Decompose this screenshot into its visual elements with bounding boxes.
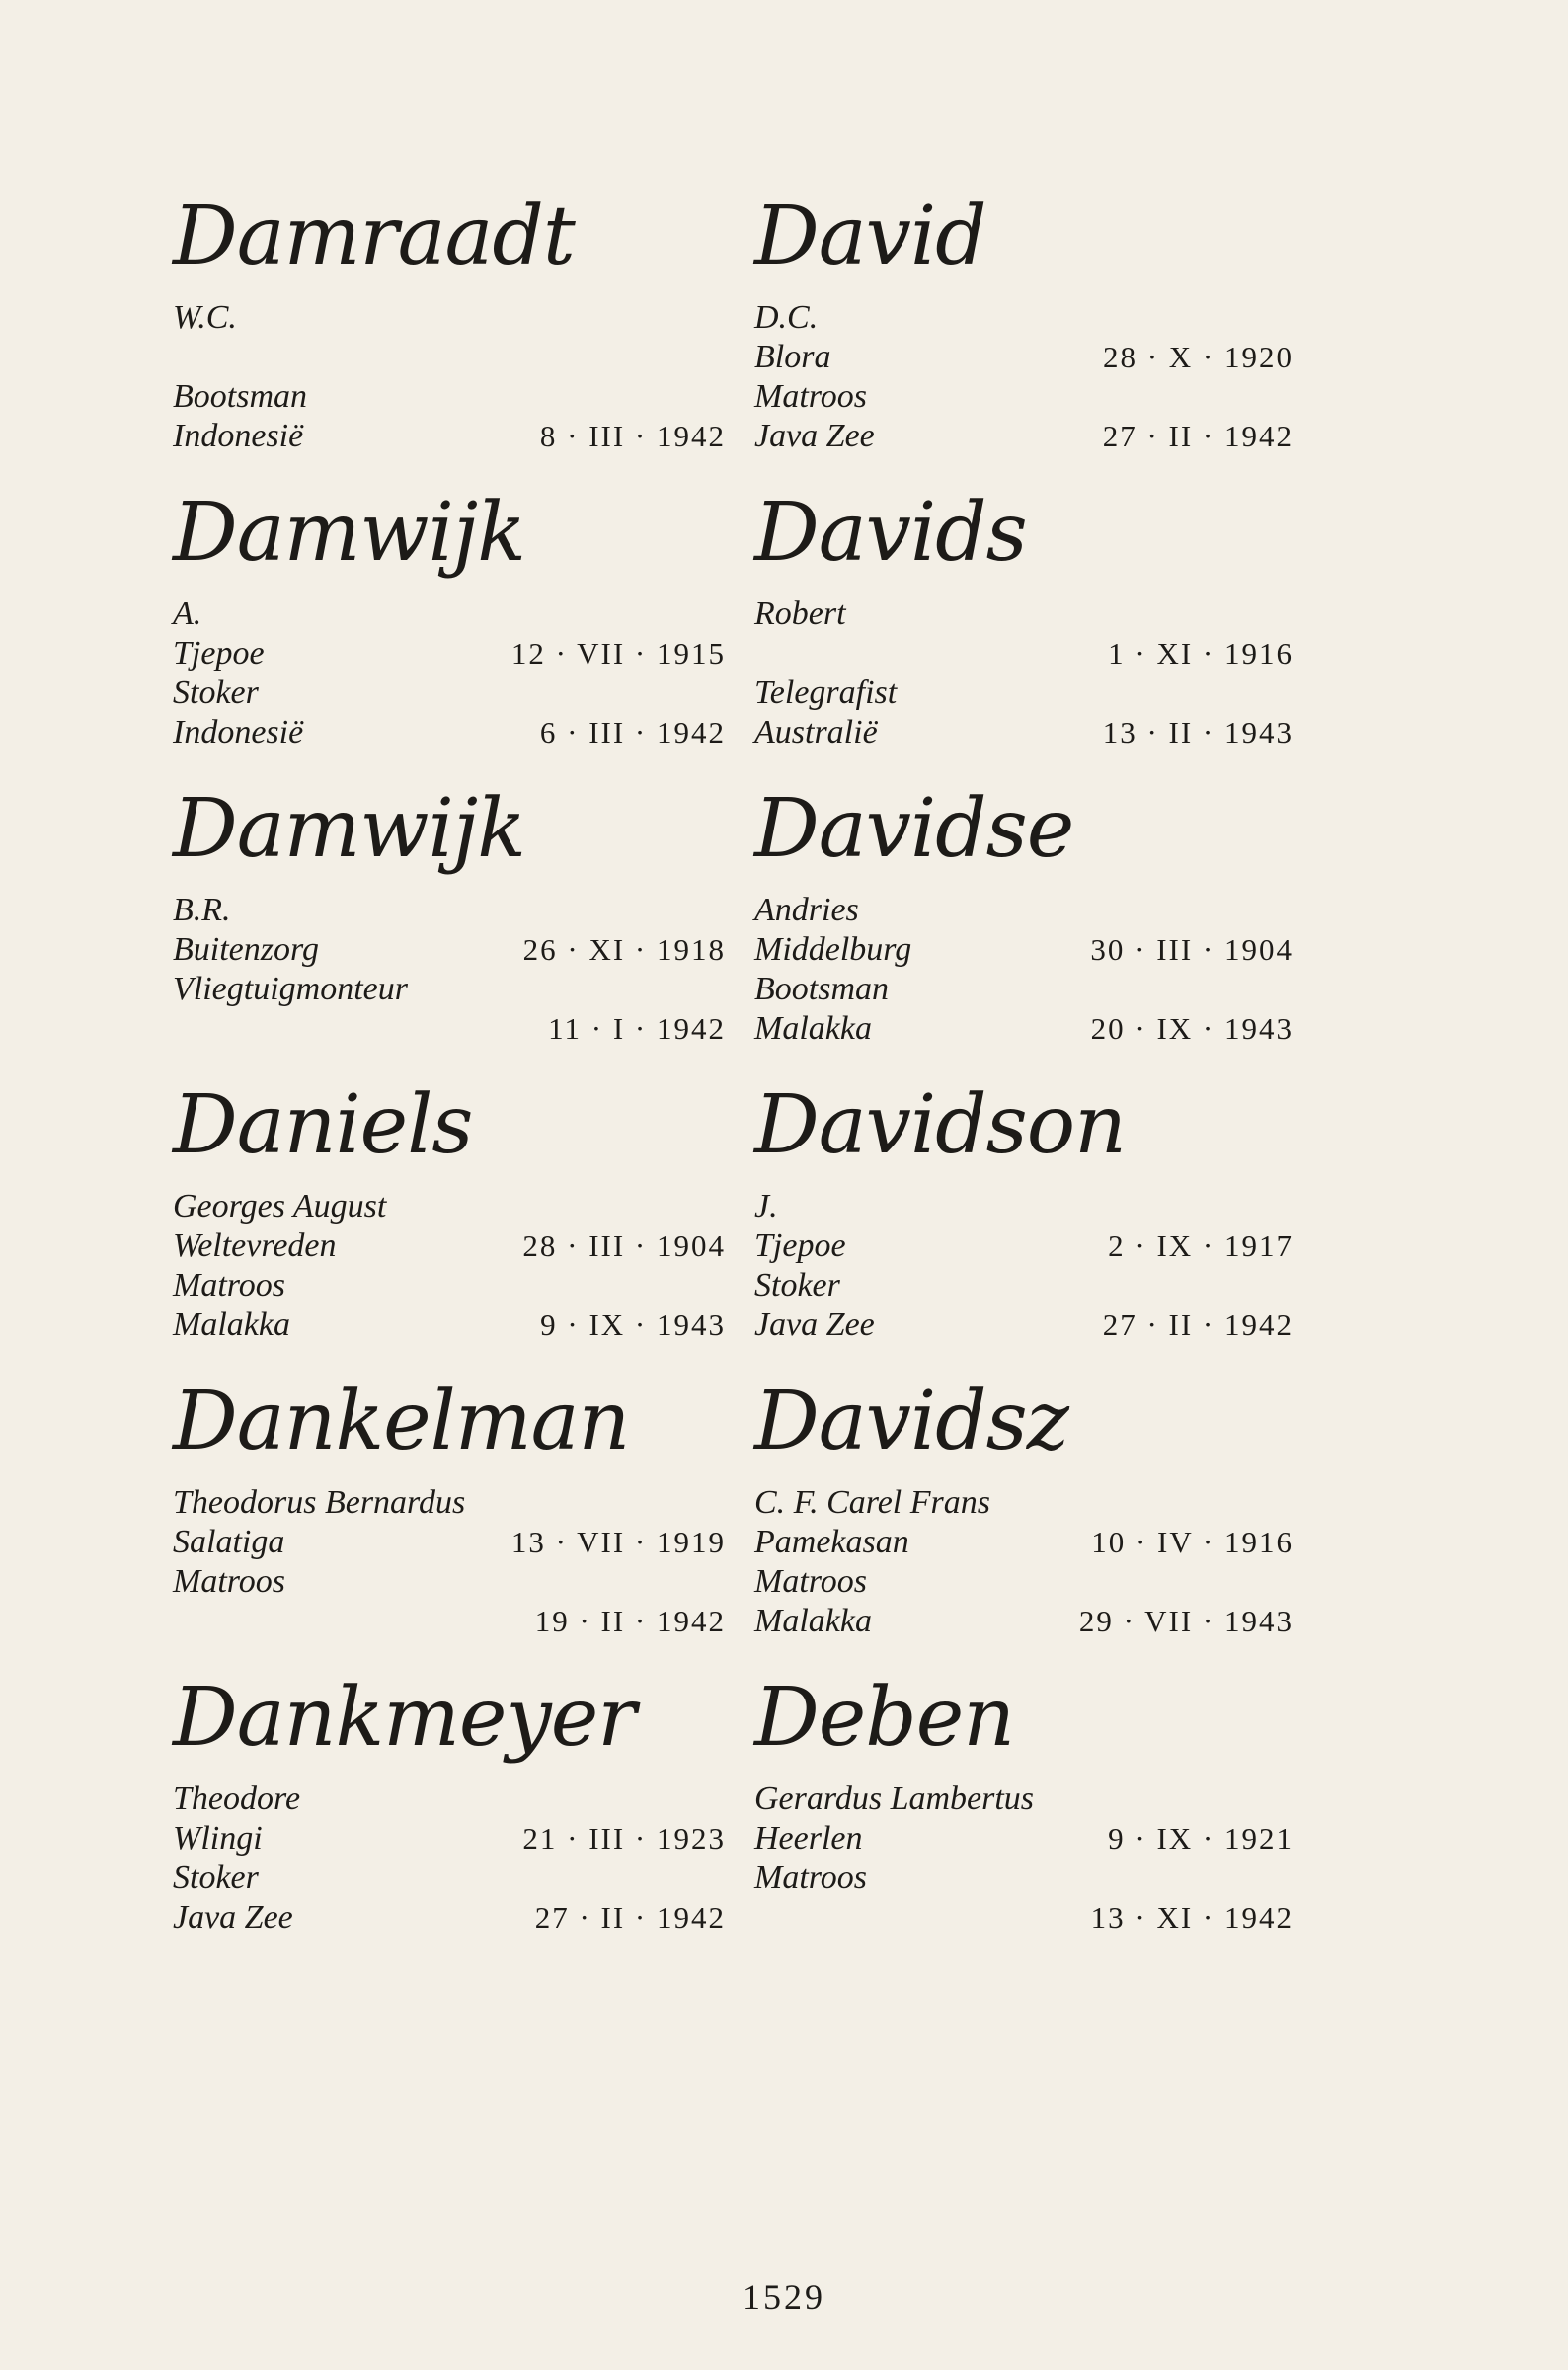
line-date: 9 · IX · 1921 — [1108, 1821, 1294, 1856]
surname: Dankmeyer — [173, 1671, 636, 1765]
surname: Davidson — [754, 1078, 1126, 1172]
surname: Damwijk — [173, 486, 525, 580]
right-column — [754, 188, 1294, 1965]
line-text: Middelburg — [754, 931, 912, 968]
line-text: Tjepoe — [754, 1227, 846, 1264]
left-column — [173, 188, 726, 1965]
line — [754, 1226, 1294, 1266]
line-text: Malakka — [754, 1603, 872, 1639]
line-text: Matroos — [754, 378, 867, 415]
line — [754, 338, 1294, 377]
line-text: Pamekasan — [754, 1524, 909, 1560]
line-date: 13 · II · 1943 — [1102, 715, 1294, 750]
line-text: Indonesië — [173, 714, 304, 750]
line-text: Wlingi — [173, 1820, 263, 1856]
line — [173, 298, 726, 338]
line-date: 12 · VII · 1915 — [510, 636, 726, 671]
line-date: 6 · III · 1942 — [539, 715, 726, 750]
line-text: Australië — [754, 714, 878, 750]
line-text: Andries — [754, 892, 859, 928]
line-text: Matroos — [173, 1563, 285, 1600]
line-date: 19 · II · 1942 — [534, 1604, 726, 1638]
line-text: Robert — [754, 595, 846, 632]
line — [173, 1602, 726, 1641]
entry — [173, 1373, 726, 1669]
line-text: Heerlen — [754, 1820, 863, 1856]
entry — [754, 1076, 1294, 1373]
line — [754, 298, 1294, 338]
line — [754, 1602, 1294, 1641]
line-text: Blora — [754, 339, 831, 375]
line — [754, 1523, 1294, 1562]
line-date: 11 · I · 1942 — [548, 1011, 726, 1046]
surname: Davidse — [754, 782, 1074, 876]
line — [754, 634, 1294, 673]
line-text: Java Zee — [754, 1306, 875, 1343]
line-text: Stoker — [754, 1267, 840, 1304]
surname: Davidsz — [754, 1375, 1068, 1468]
entry — [754, 780, 1294, 1076]
line — [754, 891, 1294, 930]
line-text: Matroos — [173, 1267, 285, 1304]
line — [754, 930, 1294, 970]
line-text: Bootsman — [754, 971, 889, 1007]
line-date: 8 · III · 1942 — [539, 419, 726, 453]
line-text: Java Zee — [173, 1899, 293, 1936]
line-text: Stoker — [173, 674, 259, 711]
line — [754, 1562, 1294, 1602]
surname: Damwijk — [173, 782, 525, 876]
line-date: 30 · III · 1904 — [1090, 932, 1294, 967]
entry — [754, 1669, 1294, 1965]
line-text: D.C. — [754, 299, 819, 336]
line-text: J. — [754, 1188, 778, 1224]
line — [173, 634, 726, 673]
line — [173, 594, 726, 634]
line-text: Georges August — [173, 1188, 387, 1224]
entry — [173, 484, 726, 780]
entry — [173, 188, 726, 484]
line-text: Matroos — [754, 1563, 867, 1600]
line-text: C. F. Carel Frans — [754, 1484, 990, 1521]
line — [173, 377, 726, 417]
line-text: Stoker — [173, 1859, 259, 1896]
line — [173, 1562, 726, 1602]
surname: Damraadt — [173, 190, 575, 283]
line — [754, 1266, 1294, 1305]
line — [754, 1009, 1294, 1049]
line-text: Theodore — [173, 1780, 301, 1817]
line — [754, 1819, 1294, 1858]
line-text: B.R. — [173, 892, 231, 928]
line-text: Theodorus Bernardus — [173, 1484, 466, 1521]
line-date: 9 · IX · 1943 — [540, 1307, 726, 1342]
line-date: 28 · X · 1920 — [1102, 340, 1294, 374]
line — [754, 1305, 1294, 1345]
line — [754, 1898, 1294, 1937]
entry — [754, 484, 1294, 780]
line-text: Bootsman — [173, 378, 307, 415]
line-text: Malakka — [173, 1306, 290, 1343]
line — [173, 1779, 726, 1819]
surname: David — [754, 190, 986, 283]
entry — [173, 1076, 726, 1373]
line-text: Buitenzorg — [173, 931, 319, 968]
line — [754, 1858, 1294, 1898]
line — [173, 1187, 726, 1226]
line — [754, 377, 1294, 417]
line — [754, 1483, 1294, 1523]
line-text: Malakka — [754, 1010, 872, 1047]
line-text: Indonesië — [173, 418, 304, 454]
entry — [173, 1669, 726, 1965]
line — [173, 1226, 726, 1266]
line-date: 27 · II · 1942 — [534, 1900, 726, 1935]
line — [754, 673, 1294, 713]
line — [173, 1483, 726, 1523]
line-date: 10 · IV · 1916 — [1091, 1525, 1294, 1559]
line-date: 27 · II · 1942 — [1102, 1307, 1294, 1342]
line-text: Weltevreden — [173, 1227, 337, 1264]
line — [173, 1009, 726, 1049]
line — [173, 1858, 726, 1898]
line — [173, 1266, 726, 1305]
line-date: 21 · III · 1923 — [522, 1821, 726, 1856]
line-text: W.C. — [173, 299, 237, 336]
line — [173, 1523, 726, 1562]
line — [754, 1779, 1294, 1819]
line — [173, 1819, 726, 1858]
line-date: 13 · VII · 1919 — [510, 1525, 726, 1559]
line — [173, 713, 726, 752]
entry — [754, 1373, 1294, 1669]
line-text: Telegrafist — [754, 674, 898, 711]
page-number: 1529 — [743, 2277, 825, 2317]
line-text: Salatiga — [173, 1524, 285, 1560]
line-text: Java Zee — [754, 418, 875, 454]
line — [173, 673, 726, 713]
line-text: Matroos — [754, 1859, 867, 1896]
surname: Dankelman — [173, 1375, 630, 1468]
line-date: 27 · II · 1942 — [1102, 419, 1294, 453]
line — [173, 891, 726, 930]
line-text: Vliegtuigmonteur — [173, 971, 408, 1007]
line-date: 28 · III · 1904 — [522, 1228, 726, 1263]
line — [754, 713, 1294, 752]
line — [173, 1898, 726, 1937]
line — [754, 594, 1294, 634]
line-text: Gerardus Lambertus — [754, 1780, 1035, 1817]
line — [173, 930, 726, 970]
surname: Deben — [754, 1671, 1015, 1765]
surname: Daniels — [173, 1078, 473, 1172]
line-date: 2 · IX · 1917 — [1108, 1228, 1294, 1263]
entry — [173, 780, 726, 1076]
line — [754, 970, 1294, 1009]
line — [173, 417, 726, 456]
line-text: A. — [173, 595, 202, 632]
line-date: 1 · XI · 1916 — [1108, 636, 1294, 671]
line — [754, 417, 1294, 456]
line-text: Tjepoe — [173, 635, 265, 672]
line — [754, 1187, 1294, 1226]
line — [173, 338, 726, 377]
line-date: 29 · VII · 1943 — [1078, 1604, 1294, 1638]
line-date: 26 · XI · 1918 — [522, 932, 726, 967]
line — [173, 970, 726, 1009]
surname: Davids — [754, 486, 1027, 580]
entry — [754, 188, 1294, 484]
line-date: 20 · IX · 1943 — [1090, 1011, 1294, 1046]
line-date: 13 · XI · 1942 — [1090, 1900, 1294, 1935]
line — [173, 1305, 726, 1345]
